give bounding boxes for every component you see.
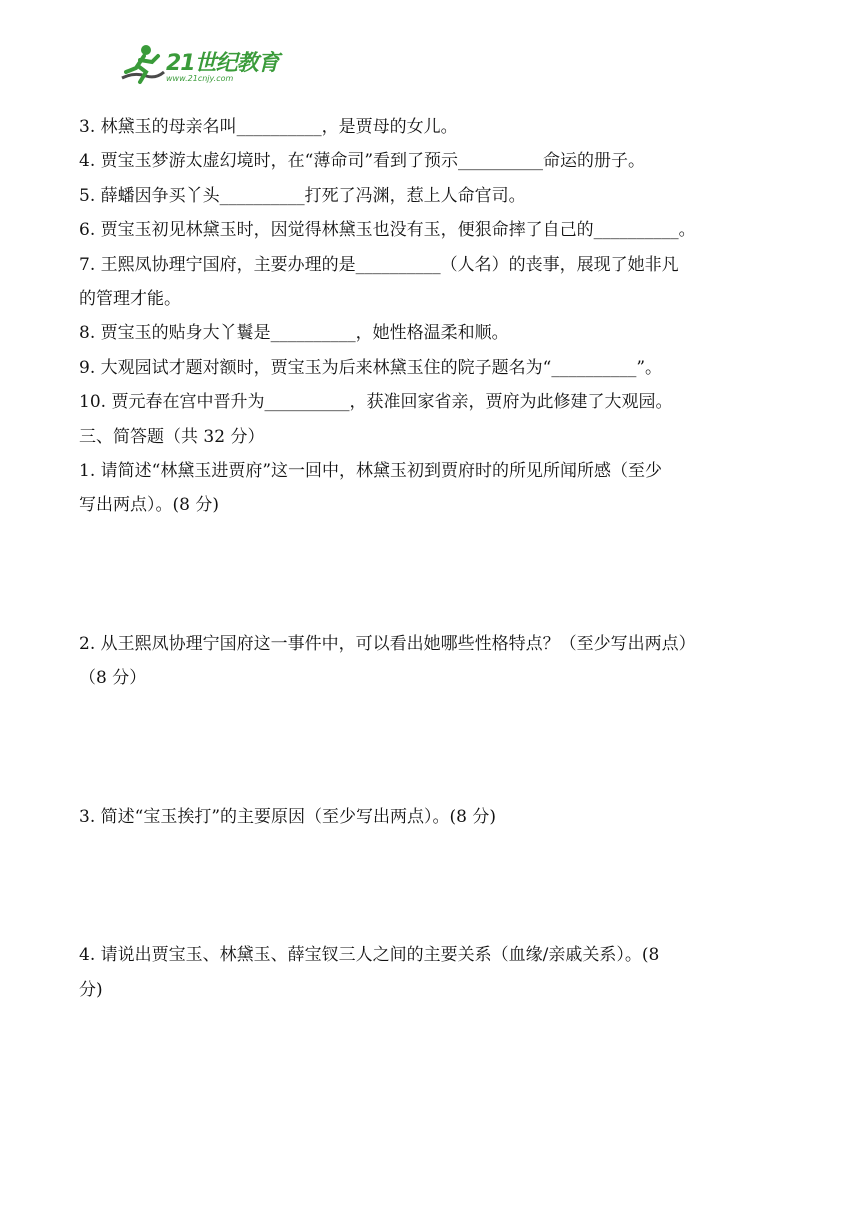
blank-question-3: 3. 林黛玉的母亲名叫__________，是贾母的女儿。 (79, 117, 458, 137)
blank-question-10: 10. 贾元春在宫中晋升为__________，获准回家省亲，贾府为此修建了大观园。 (79, 392, 673, 413)
answer-space-2[interactable] (79, 696, 789, 800)
short-answer-2: 2. 从王熙凤协理宁国府这一事件中，可以看出她哪些性格特点？（至少写出两点） (79, 633, 696, 654)
blank-question-6: 6. 贾宝玉初见林黛玉时，因觉得林黛玉也没有玉，便狠命摔了自己的__________。 (79, 220, 696, 241)
brand-url: www.21cnjy.com (166, 74, 234, 83)
short-answer-4: 4. 请说出贾宝玉、林黛玉、薛宝钗三人之间的主要关系（血缘/亲戚关系）。(8 (79, 945, 660, 966)
short-answer-1: 1. 请简述“林黛玉进贾府”这一回中，林黛玉初到贾府时的所见所闻所感（至少 (79, 461, 663, 482)
short-answer-1-cont: 写出两点）。(8 分) (79, 495, 219, 516)
short-answer-2-cont: （8 分） (79, 668, 147, 689)
short-answer-3: 3. 简述“宝玉挨打”的主要原因（至少写出两点）。(8 分) (79, 806, 496, 827)
site-logo (116, 42, 286, 88)
brand-name: 21世纪教育 (166, 51, 279, 76)
runner-logo-icon (116, 42, 166, 88)
blank-question-8: 8. 贾宝玉的贴身大丫鬟是__________，她性格温柔和顺。 (79, 323, 509, 344)
blank-question-9: 9. 大观园试才题对额时，贾宝玉为后来林黛玉住的院子题名为“__________”。 (79, 357, 663, 378)
exam-content (79, 110, 789, 1007)
section-title: 三、简答题（共 32 分） (79, 426, 265, 447)
short-answer-4-cont: 分) (79, 979, 103, 1000)
blank-question-7-cont: 的管理才能。 (79, 289, 181, 310)
answer-space-1[interactable] (79, 523, 789, 627)
blank-question-7: 7. 王熙凤协理宁国府，主要办理的是__________（人名）的丧事，展现了她非凡 (79, 254, 679, 275)
blank-question-4: 4. 贾宝玉梦游太虚幻境时，在“薄命司”看到了预示__________命运的册子。 (79, 151, 646, 172)
blank-question-5: 5. 薛蟠因争买丫头__________打死了冯渊，惹上人命官司。 (79, 185, 526, 206)
answer-space-3[interactable] (79, 834, 789, 938)
